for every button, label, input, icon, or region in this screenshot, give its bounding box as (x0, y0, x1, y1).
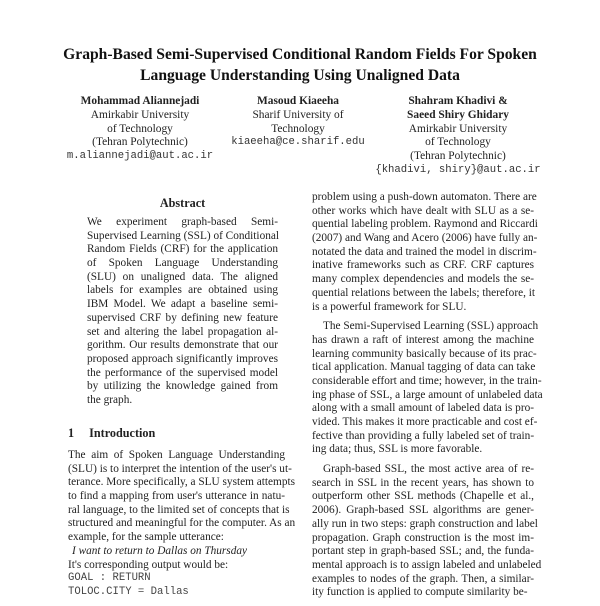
text-line: example, for the sample utterance: (68, 531, 224, 544)
text-line: learning community basically because of its prac- (312, 347, 537, 360)
text-line: (2007) and Wang and Acero (2006) have fully an- (312, 232, 538, 245)
author-affiliation: Amirkabir University (408, 122, 508, 135)
text-line: considerable effort and time; however, in the train- (312, 374, 542, 387)
text-line: IBM Model. We adapt a baseline semi- (87, 298, 278, 311)
text-line: the performance of the supervised model (87, 366, 278, 379)
text-line: supervised CRF by defining new feature (87, 311, 278, 324)
text-line: mental approach is to assign labeled and unlabeled (312, 558, 542, 571)
author-name: Mohammad Aliannejadi (80, 95, 200, 107)
text-line: tical application. Manual tagging of data can take (312, 361, 536, 374)
text-line: by utilizing the knowledge gained from (87, 380, 278, 393)
paragraph (312, 191, 538, 314)
text-line: The aim of Spoken Language Understanding (68, 449, 285, 461)
paper-title (0, 44, 600, 86)
title-line: Graph-Based Semi-Supervised Conditional Random Fields For Spoken (63, 46, 537, 63)
right-column-body (312, 191, 543, 606)
text-line: portant step in graph-based SSL; and, the funda- (312, 545, 534, 558)
author-email: kiaeeha@ce.sharif.edu (231, 136, 365, 149)
text-line: has drawn a raft of interest among the machine (312, 333, 534, 346)
text-line: the graph. (87, 393, 133, 406)
text-line: fective than providing a fully labeled set of train- (312, 429, 535, 442)
text-line: set and altering the label propagation al- (87, 325, 278, 338)
text-line: We experiment graph-based Semi- (87, 216, 278, 228)
text-line: problem using a push-down automaton. There are (312, 191, 537, 203)
text-line: along with a small amount of labeled data is pro- (312, 402, 534, 415)
text-line: ing phase of SSL, a large amount of unlabeled data (312, 388, 543, 401)
text-line: propagation. Graph construction is the most im- (312, 531, 534, 544)
text-line: labels for examples are obtained using (87, 284, 278, 297)
text-line: ally run in two steps: graph construction and label (312, 517, 538, 530)
code-line: TOLOC.CITY = Dallas (68, 585, 189, 598)
author-block (213, 95, 383, 150)
text-line: quential relations between the labels; therefore, it (312, 286, 536, 299)
paragraph (312, 320, 543, 457)
text-line: proposed approach significantly improves (87, 352, 278, 365)
author-affiliation: Technology (271, 122, 325, 135)
code-line: GOAL : RETURN (68, 572, 151, 585)
text-line: 2006). Graph-based SSL algorithms are gener- (312, 504, 534, 517)
author-affiliation: of Technology (425, 136, 491, 149)
text-line: of Spoken Language Understanding (87, 257, 278, 270)
author-affiliation: of Technology (107, 122, 173, 135)
text-line: The Semi-Supervised Learning (SSL) approach (323, 320, 539, 333)
example-utterance: I want to return to Dallas on Thursday (72, 544, 248, 557)
text-line: inative frameworks such as CRF. CRF captures (312, 259, 534, 272)
output-intro: It's corresponding output would be: (68, 558, 229, 571)
text-line: ity function is applied to compute similarity be- (312, 586, 528, 599)
text-line: gorithm. Our results demonstrate that our (87, 339, 278, 352)
author-affiliation: Amirkabir University (90, 108, 190, 121)
text-line: quential labeling problem. Raymond and Riccardi (312, 218, 538, 231)
section-title: Introduction (89, 426, 156, 440)
text-line: is a powerful framework for SLU. (312, 300, 467, 313)
text-line: search in SSL in the recent years, has shown to (312, 476, 534, 489)
author-email: m.aliannejadi@aut.ac.ir (66, 150, 214, 163)
author-name: Shahram Khadivi & (408, 95, 508, 107)
abstract-body (87, 216, 278, 408)
text-line: (SLU) is to interpret the intention of the user's ut- (68, 462, 292, 475)
author-name: Masoud Kiaeeha (257, 95, 339, 107)
author-block (373, 95, 543, 178)
text-line: (SLU) on unaligned data. The aligned (87, 270, 278, 283)
text-line: Graph-based SSL, the most active area of re- (323, 463, 534, 476)
text-line: Supervised Learning (SSL) of Conditional (87, 229, 280, 242)
author-email: {khadivi, shiry}@aut.ac.ir (375, 163, 541, 176)
text-line: to find a mapping from user's utterance in natu- (68, 490, 285, 503)
author-affiliation: (Tehran Polytechnic) (410, 150, 506, 163)
title-line: Language Understanding Using Unaligned Data (140, 67, 460, 84)
paragraph (312, 463, 542, 600)
text-line: examples to nodes of the graph. Then, a similar- (312, 572, 534, 585)
text-line: ing data; thus, SSL is more favorable. (312, 443, 483, 456)
text-line: ral language, to the limited set of concepts that is (68, 503, 290, 516)
abstract-heading: Abstract (159, 196, 206, 210)
section-number: 1 (68, 426, 75, 440)
text-line: Random Fields (CRF) for the application (87, 243, 278, 256)
text-line: many complex dependencies and models the se- (312, 273, 534, 286)
text-line: notated the data and trained the model in discrim- (312, 245, 537, 258)
text-line: terance. More specifically, a SLU system attempts (68, 476, 296, 489)
author-affiliation: Sharif University of (252, 108, 344, 121)
text-line: other works which have dealt with SLU as a se- (312, 204, 534, 217)
section-heading (68, 426, 155, 441)
author-block (55, 95, 225, 164)
text-line: vided. This makes it more practicable and cost ef- (312, 416, 538, 428)
text-line: structured and meaningful for the computer. As an (68, 517, 296, 530)
introduction-body (68, 449, 296, 600)
author-affiliation: (Tehran Polytechnic) (92, 136, 188, 149)
text-line: outperform other SSL methods (Chapelle et al., (312, 490, 534, 503)
author-name: Saeed Shiry Ghidary (407, 108, 509, 121)
